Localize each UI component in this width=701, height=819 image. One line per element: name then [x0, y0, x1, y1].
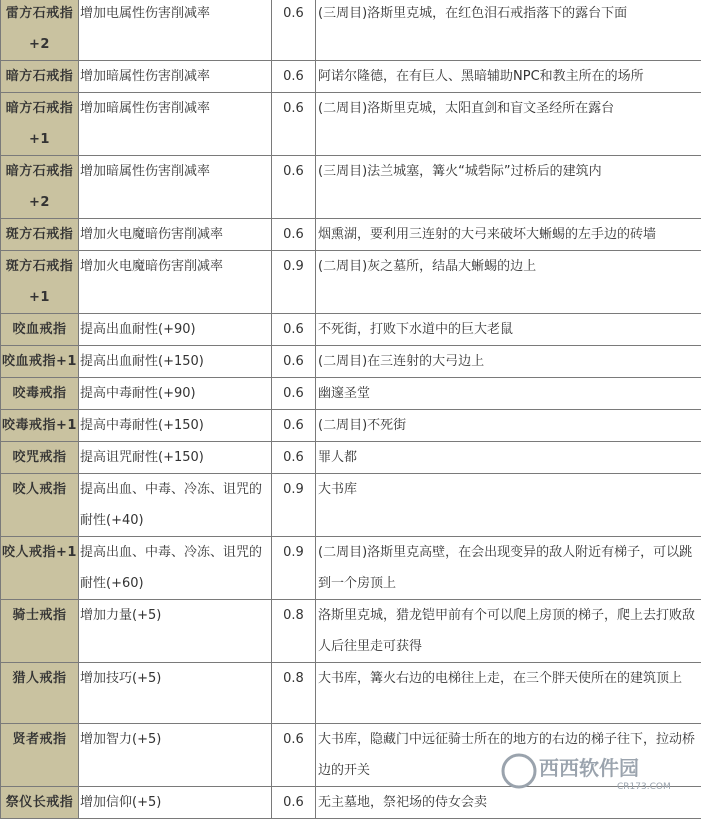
table-row	[1, 474, 701, 537]
ring-effect-cell: 增加技巧(+5)	[79, 663, 272, 724]
ring-weight-cell: 0.6	[272, 219, 316, 251]
ring-name-cell: 贤者戒指	[1, 724, 79, 787]
ring-location-cell: 阿诺尔隆德，在有巨人、黑暗辅助NPC和教主所在的场所	[316, 61, 701, 93]
ring-name-cell: 暗方石戒指	[1, 61, 79, 93]
table-row	[1, 663, 701, 724]
ring-name-cell: 咬血戒指+1	[1, 346, 79, 378]
ring-weight-cell: 0.6	[272, 787, 316, 819]
ring-effect-cell: 增加力量(+5)	[79, 600, 272, 663]
ring-effect-cell: 提高出血、中毒、冷冻、诅咒的耐性(+40)	[79, 474, 272, 537]
ring-name-cell: 咬人戒指	[1, 474, 79, 537]
ring-effect-cell: 增加暗属性伤害削减率	[79, 93, 272, 156]
ring-weight-cell: 0.6	[272, 378, 316, 410]
ring-weight-cell: 0.6	[272, 314, 316, 346]
watermark-subtext: CR173.COM	[617, 782, 671, 792]
ring-weight-cell: 0.6	[272, 724, 316, 787]
ring-name-cell: 骑士戒指	[1, 600, 79, 663]
ring-name-cell: 斑方石戒指	[1, 219, 79, 251]
ring-name-cell: 咬人戒指+1	[1, 537, 79, 600]
ring-effect-cell: 提高出血耐性(+90)	[79, 314, 272, 346]
ring-weight-cell: 0.6	[272, 0, 316, 61]
ring-weight-cell: 0.6	[272, 156, 316, 219]
table-row	[1, 787, 701, 819]
ring-effect-cell: 增加暗属性伤害削减率	[79, 61, 272, 93]
ring-weight-cell: 0.6	[272, 410, 316, 442]
ring-name-cell: 斑方石戒指+1	[1, 251, 79, 314]
table-row	[1, 442, 701, 474]
ring-effect-cell: 提高中毒耐性(+150)	[79, 410, 272, 442]
ring-weight-cell: 0.6	[272, 61, 316, 93]
ring-location-cell: 大书库，隐藏门中远征骑士所在的地方的右边的梯子往下，拉动桥边的开关	[316, 724, 701, 787]
ring-location-cell: (二周目)洛斯里克城，太阳直剑和盲文圣经所在露台	[316, 93, 701, 156]
ring-location-cell: 大书库	[316, 474, 701, 537]
ring-name-cell: 暗方石戒指+2	[1, 156, 79, 219]
ring-location-cell: (三周目)法兰城塞，篝火“城砦际”过桥后的建筑内	[316, 156, 701, 219]
ring-name-cell: 咬血戒指	[1, 314, 79, 346]
table-row	[1, 346, 701, 378]
ring-effect-cell: 增加智力(+5)	[79, 724, 272, 787]
ring-effect-cell: 提高诅咒耐性(+150)	[79, 442, 272, 474]
ring-location-cell: (二周目)洛斯里克高壁，在会出现变异的敌人附近有梯子，可以跳到一个房顶上	[316, 537, 701, 600]
table-row	[1, 0, 701, 61]
ring-name-cell: 咬咒戒指	[1, 442, 79, 474]
ring-location-cell: 罪人都	[316, 442, 701, 474]
table-row	[1, 410, 701, 442]
ring-effect-cell: 增加火电魔暗伤害削减率	[79, 251, 272, 314]
ring-weight-cell: 0.6	[272, 93, 316, 156]
table-row	[1, 61, 701, 93]
ring-weight-cell: 0.6	[272, 442, 316, 474]
ring-location-cell: 不死街，打败下水道中的巨大老鼠	[316, 314, 701, 346]
ring-effect-cell: 增加信仰(+5)	[79, 787, 272, 819]
table-row	[1, 537, 701, 600]
ring-location-cell: 无主墓地，祭祀场的侍女会卖	[316, 787, 701, 819]
ring-location-cell: 大书库，篝火右边的电梯往上走，在三个胖天使所在的建筑顶上	[316, 663, 701, 724]
ring-location-cell: (三周目)洛斯里克城，在红色泪石戒指落下的露台下面	[316, 0, 701, 61]
ring-location-cell: 洛斯里克城，猎龙铠甲前有个可以爬上房顶的梯子，爬上去打败敌人后往里走可获得	[316, 600, 701, 663]
ring-weight-cell: 0.8	[272, 663, 316, 724]
ring-effect-cell: 增加暗属性伤害削减率	[79, 156, 272, 219]
table-row	[1, 378, 701, 410]
ring-effect-cell: 增加火电魔暗伤害削减率	[79, 219, 272, 251]
ring-weight-cell: 0.9	[272, 537, 316, 600]
ring-effect-cell: 提高出血、中毒、冷冻、诅咒的耐性(+60)	[79, 537, 272, 600]
ring-name-cell: 猎人戒指	[1, 663, 79, 724]
ring-weight-cell: 0.9	[272, 251, 316, 314]
ring-weight-cell: 0.9	[272, 474, 316, 537]
ring-name-cell: 祭仪长戒指	[1, 787, 79, 819]
table-row	[1, 600, 701, 663]
ring-table-body	[1, 0, 701, 819]
table-row	[1, 219, 701, 251]
ring-effect-cell: 增加电属性伤害削减率	[79, 0, 272, 61]
ring-name-cell: 咬毒戒指	[1, 378, 79, 410]
ring-weight-cell: 0.8	[272, 600, 316, 663]
table-row	[1, 314, 701, 346]
table-row	[1, 156, 701, 219]
ring-location-cell: 幽邃圣堂	[316, 378, 701, 410]
ring-location-cell: 烟熏湖，要利用三连射的大弓来破坏大蜥蜴的左手边的砖墙	[316, 219, 701, 251]
ring-effect-cell: 提高中毒耐性(+90)	[79, 378, 272, 410]
ring-name-cell: 暗方石戒指+1	[1, 93, 79, 156]
ring-effect-cell: 提高出血耐性(+150)	[79, 346, 272, 378]
ring-name-cell: 雷方石戒指+2	[1, 0, 79, 61]
table-row	[1, 251, 701, 314]
table-row	[1, 93, 701, 156]
ring-name-cell: 咬毒戒指+1	[1, 410, 79, 442]
ring-location-cell: (二周目)不死街	[316, 410, 701, 442]
ring-location-cell: (二周目)在三连射的大弓边上	[316, 346, 701, 378]
watermark-text: 西西软件园	[539, 756, 639, 780]
table-row	[1, 724, 701, 787]
ring-location-cell: (二周目)灰之墓所，结晶大蜥蜴的边上	[316, 251, 701, 314]
ring-weight-cell: 0.6	[272, 346, 316, 378]
